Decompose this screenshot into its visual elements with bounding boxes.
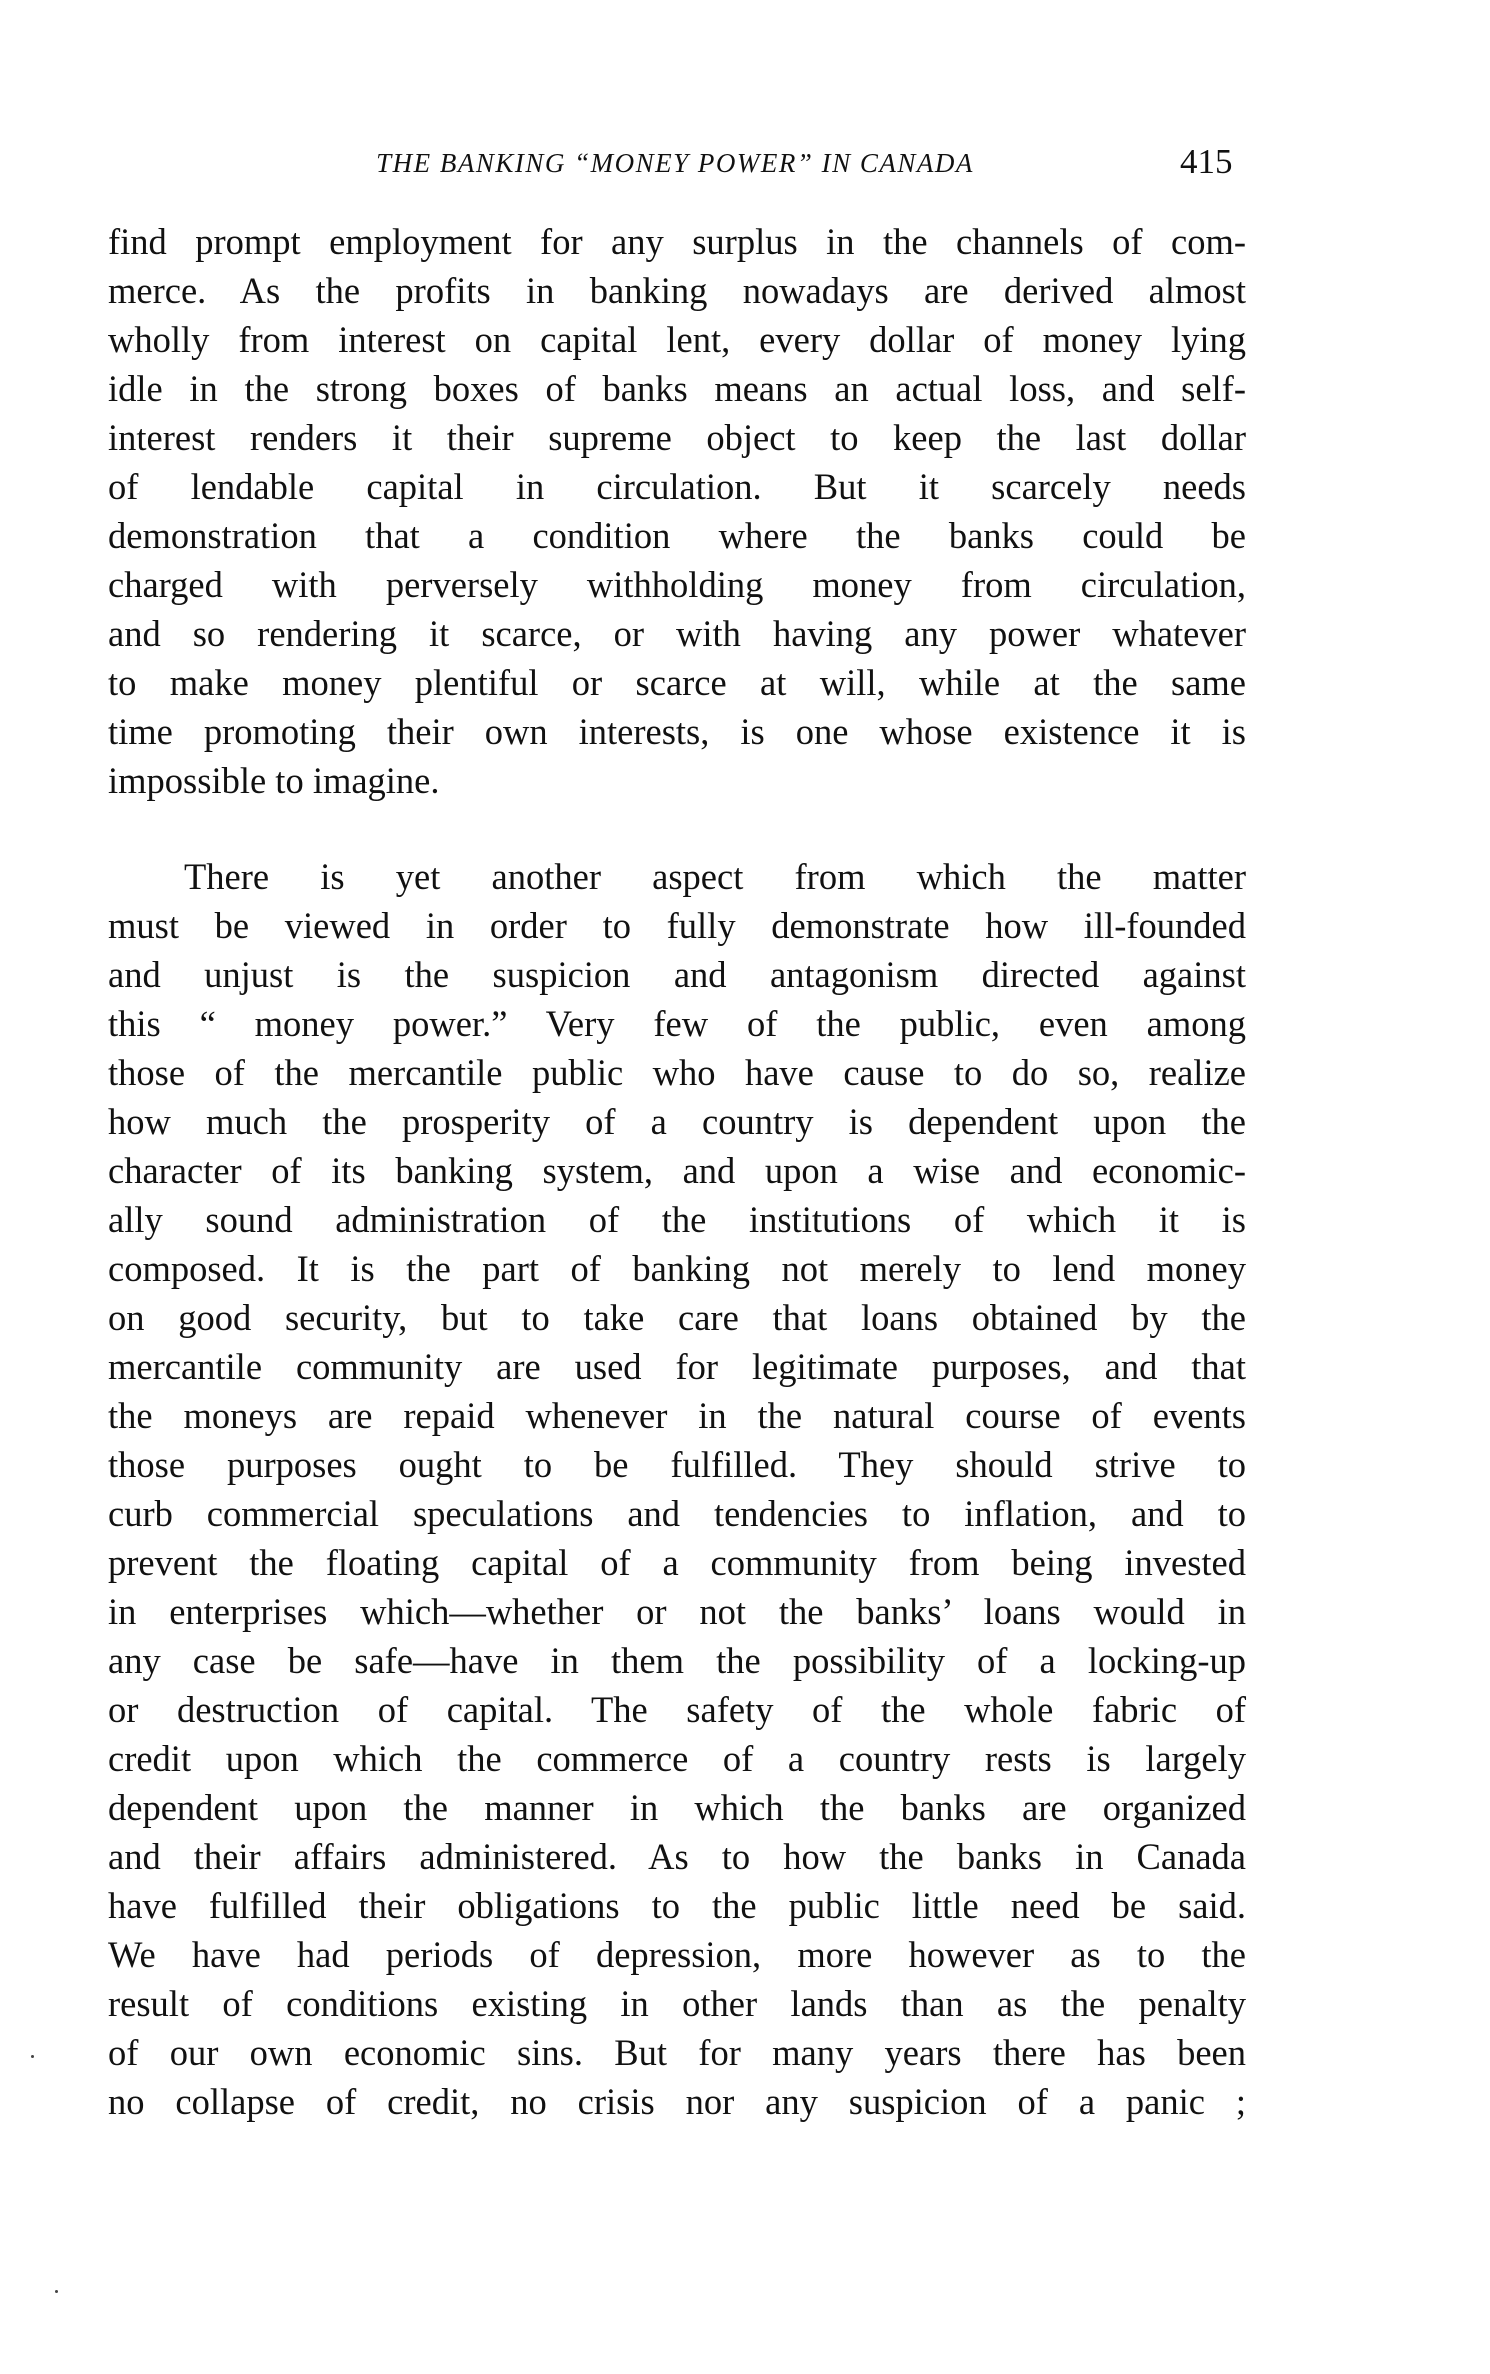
running-head: THE BANKING “MONEY POWER” IN CANADA bbox=[376, 148, 974, 178]
paragraph-1 bbox=[108, 217, 1246, 805]
text-line: prevent the floating capital of a community from being invested bbox=[108, 1542, 1246, 1583]
paragraph-2 bbox=[108, 852, 1246, 2126]
text-line: in enterprises which—whether or not the banks’ loans would in bbox=[108, 1591, 1246, 1632]
text-line: how much the prosperity of a country is dependent upon the bbox=[108, 1101, 1246, 1142]
text-line: and unjust is the suspicion and antagonism directed against bbox=[108, 954, 1246, 995]
text-line: demonstration that a condition where the banks could be bbox=[108, 515, 1246, 556]
text-line: of our own economic sins. But for many years there has been bbox=[108, 2032, 1246, 2073]
text-line: no collapse of credit, no crisis nor any suspicion of a panic ; bbox=[108, 2081, 1246, 2122]
scan-speck bbox=[55, 2290, 58, 2293]
text-line: have fulfilled their obligations to the public little need be said. bbox=[108, 1885, 1246, 1926]
text-line: merce. As the profits in banking nowadays are derived almost bbox=[108, 270, 1246, 311]
text-line: those of the mercantile public who have cause to do so, realize bbox=[108, 1052, 1246, 1093]
text-line: this “ money power.” Very few of the public, even among bbox=[108, 1003, 1246, 1044]
page-number: 415 bbox=[1180, 142, 1233, 181]
text-line: character of its banking system, and upon a wise and economic- bbox=[108, 1150, 1246, 1191]
text-line: find prompt employment for any surplus in the channels of com- bbox=[108, 221, 1246, 262]
text-line: composed. It is the part of banking not merely to lend money bbox=[108, 1248, 1246, 1289]
text-line: There is yet another aspect from which the matter bbox=[184, 856, 1246, 897]
text-line: to make money plentiful or scarce at will, while at the same bbox=[108, 662, 1246, 703]
text-line: impossible to imagine. bbox=[108, 760, 440, 801]
text-line: ally sound administration of the institutions of which it is bbox=[108, 1199, 1246, 1240]
text-line: credit upon which the commerce of a country rests is largely bbox=[108, 1738, 1246, 1779]
scan-speck bbox=[31, 2055, 34, 2058]
text-line: and their affairs administered. As to how the banks in Canada bbox=[108, 1836, 1246, 1877]
text-line: or destruction of capital. The safety of the whole fabric of bbox=[108, 1689, 1246, 1730]
text-line: interest renders it their supreme object to keep the last dollar bbox=[108, 417, 1246, 458]
text-line: dependent upon the manner in which the banks are organized bbox=[108, 1787, 1246, 1828]
text-line: wholly from interest on capital lent, every dollar of money lying bbox=[108, 319, 1246, 360]
text-line: those purposes ought to be fulfilled. They should strive to bbox=[108, 1444, 1246, 1485]
text-line: result of conditions existing in other lands than as the penalty bbox=[108, 1983, 1246, 2024]
text-line: must be viewed in order to fully demonstrate how ill-founded bbox=[108, 905, 1246, 946]
text-line: mercantile community are used for legitimate purposes, and that bbox=[108, 1346, 1246, 1387]
text-line: on good security, but to take care that loans obtained by the bbox=[108, 1297, 1246, 1338]
text-line: time promoting their own interests, is one whose existence it is bbox=[108, 711, 1246, 752]
text-line: the moneys are repaid whenever in the natural course of events bbox=[108, 1395, 1246, 1436]
text-line: and so rendering it scarce, or with having any power whatever bbox=[108, 613, 1246, 654]
text-line: idle in the strong boxes of banks means an actual loss, and self- bbox=[108, 368, 1246, 409]
text-line: charged with perversely withholding money from circulation, bbox=[108, 564, 1246, 605]
text-line: We have had periods of depression, more however as to the bbox=[108, 1934, 1246, 1975]
text-line: any case be safe—have in them the possibility of a locking-up bbox=[108, 1640, 1246, 1681]
text-line: curb commercial speculations and tendencies to inflation, and to bbox=[108, 1493, 1246, 1534]
text-line: of lendable capital in circulation. But it scarcely needs bbox=[108, 466, 1246, 507]
